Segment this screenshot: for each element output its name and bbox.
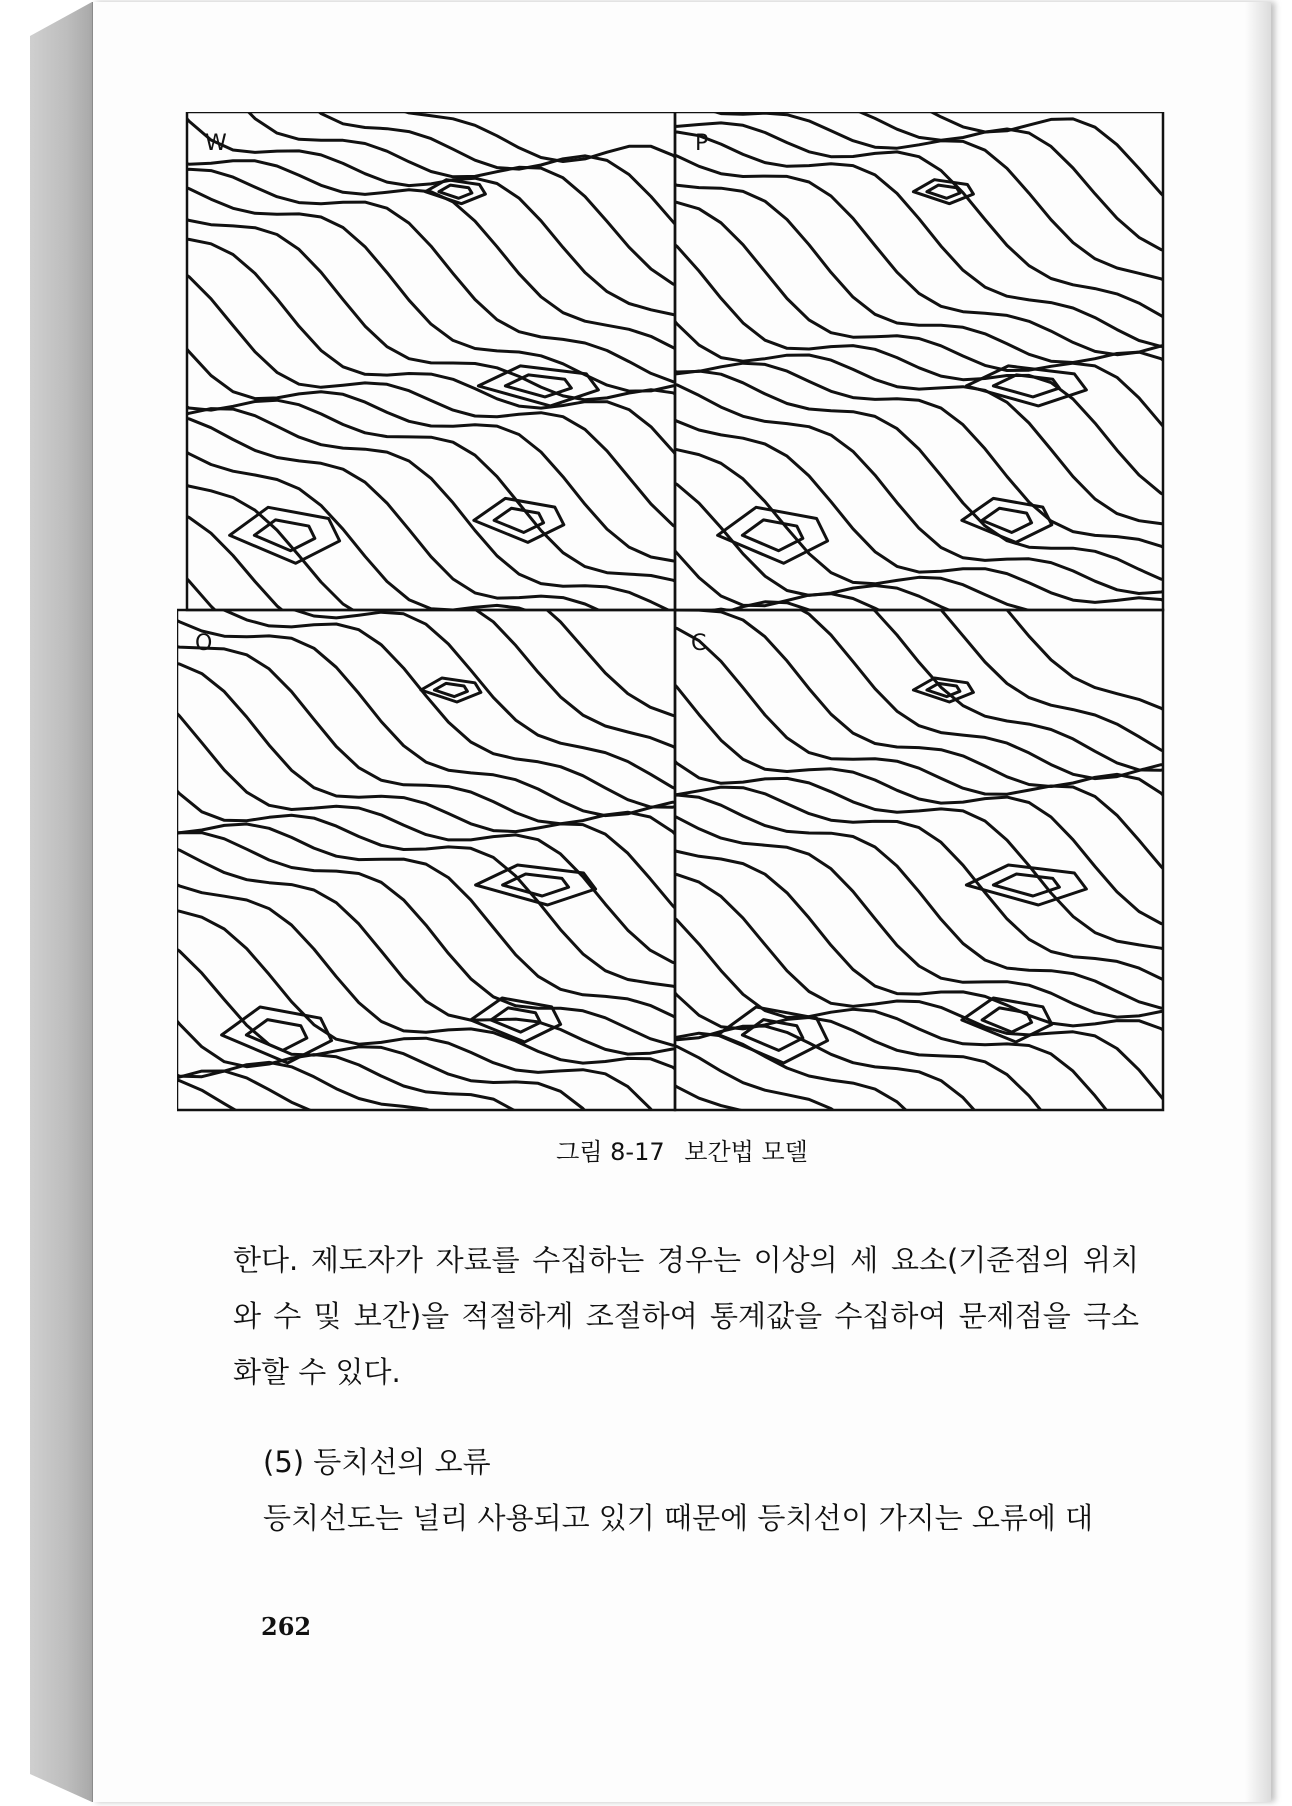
panel-label-w: W — [205, 131, 227, 156]
contour-loop — [993, 375, 1059, 397]
figure-caption — [93, 1132, 1271, 1167]
contour-line — [655, 843, 1173, 1046]
contour-line — [177, 325, 695, 563]
page-gutter-shadow — [1245, 2, 1271, 1802]
contour-loop — [966, 366, 1086, 406]
contour-line — [177, 416, 695, 631]
panel-label-c: C — [691, 631, 707, 656]
contour-line — [177, 441, 695, 642]
contour-line — [655, 808, 1173, 1018]
contour-line — [177, 237, 695, 478]
panel-border — [177, 610, 675, 1110]
contour-line — [655, 618, 1173, 835]
contour-line — [177, 593, 695, 807]
contour-loop — [246, 1020, 307, 1051]
figure-caption-title: 보간법 모델 — [684, 1138, 808, 1166]
contour-line — [655, 363, 1173, 557]
contour-line — [177, 409, 695, 620]
contour-line — [655, 179, 1173, 375]
book-page — [92, 2, 1271, 1802]
contour-line — [177, 833, 695, 1046]
contour-panel-1 — [655, 112, 1173, 910]
contour-line — [177, 112, 695, 293]
body-paragraph: 한다. 제도자가 자료를 수집하는 경우는 이상의 세 요소(기준점의 위치와 수 및 보간)을 적절하게 조절하여 통계값을 수집하여 문제점을 극소화할 수 있다. — [233, 1243, 1139, 1389]
contour-maps-svg — [177, 112, 1173, 1112]
contour-loop — [254, 520, 315, 551]
contour-line — [655, 1041, 1173, 1112]
contour-line — [177, 180, 695, 391]
contour-line — [655, 599, 1173, 787]
contour-line — [655, 132, 1173, 346]
contour-line — [655, 379, 1173, 593]
contour-line — [177, 654, 695, 872]
panel-label-o: O — [195, 631, 213, 656]
contour-line — [655, 528, 1173, 771]
contour-line — [655, 371, 1173, 585]
contour-line — [655, 741, 1173, 955]
section-text: 등치선도는 널리 사용되고 있기 때문에 등치선이 가지는 오류에 대 — [263, 1501, 1094, 1535]
panel-label-p: P — [695, 131, 709, 156]
contour-line — [177, 480, 695, 708]
contour-line — [177, 159, 695, 361]
contour-line — [177, 112, 695, 245]
contour-line — [655, 123, 1173, 328]
book-spine-edge — [30, 2, 92, 1802]
contour-line — [655, 112, 1173, 288]
contour-line — [177, 508, 695, 781]
contour-line — [655, 1033, 1173, 1112]
panel-border — [187, 112, 675, 610]
contour-figure — [177, 112, 1173, 1112]
figure-caption-number: 그림 8-17 — [556, 1138, 665, 1166]
contour-line — [177, 112, 695, 173]
contour-loop — [503, 874, 569, 896]
contour-panel-2 — [177, 459, 695, 1112]
contour-line — [655, 556, 1173, 771]
contour-panel-0 — [177, 112, 695, 885]
contour-line — [177, 643, 695, 855]
contour-line — [655, 638, 1173, 850]
contour-line — [655, 623, 1173, 888]
contour-line — [655, 445, 1173, 681]
contour-line — [177, 998, 695, 1112]
contour-loop — [913, 180, 973, 204]
contour-line — [655, 112, 1173, 215]
page-number: 262 — [261, 1612, 312, 1641]
contour-loop — [962, 498, 1052, 542]
section-heading: (5) 등치선의 오류 — [263, 1445, 491, 1479]
contour-line — [177, 112, 695, 321]
contour-loop — [966, 865, 1086, 905]
contour-loop — [230, 507, 340, 563]
contour-loop — [494, 508, 543, 532]
contour-line — [177, 694, 695, 968]
